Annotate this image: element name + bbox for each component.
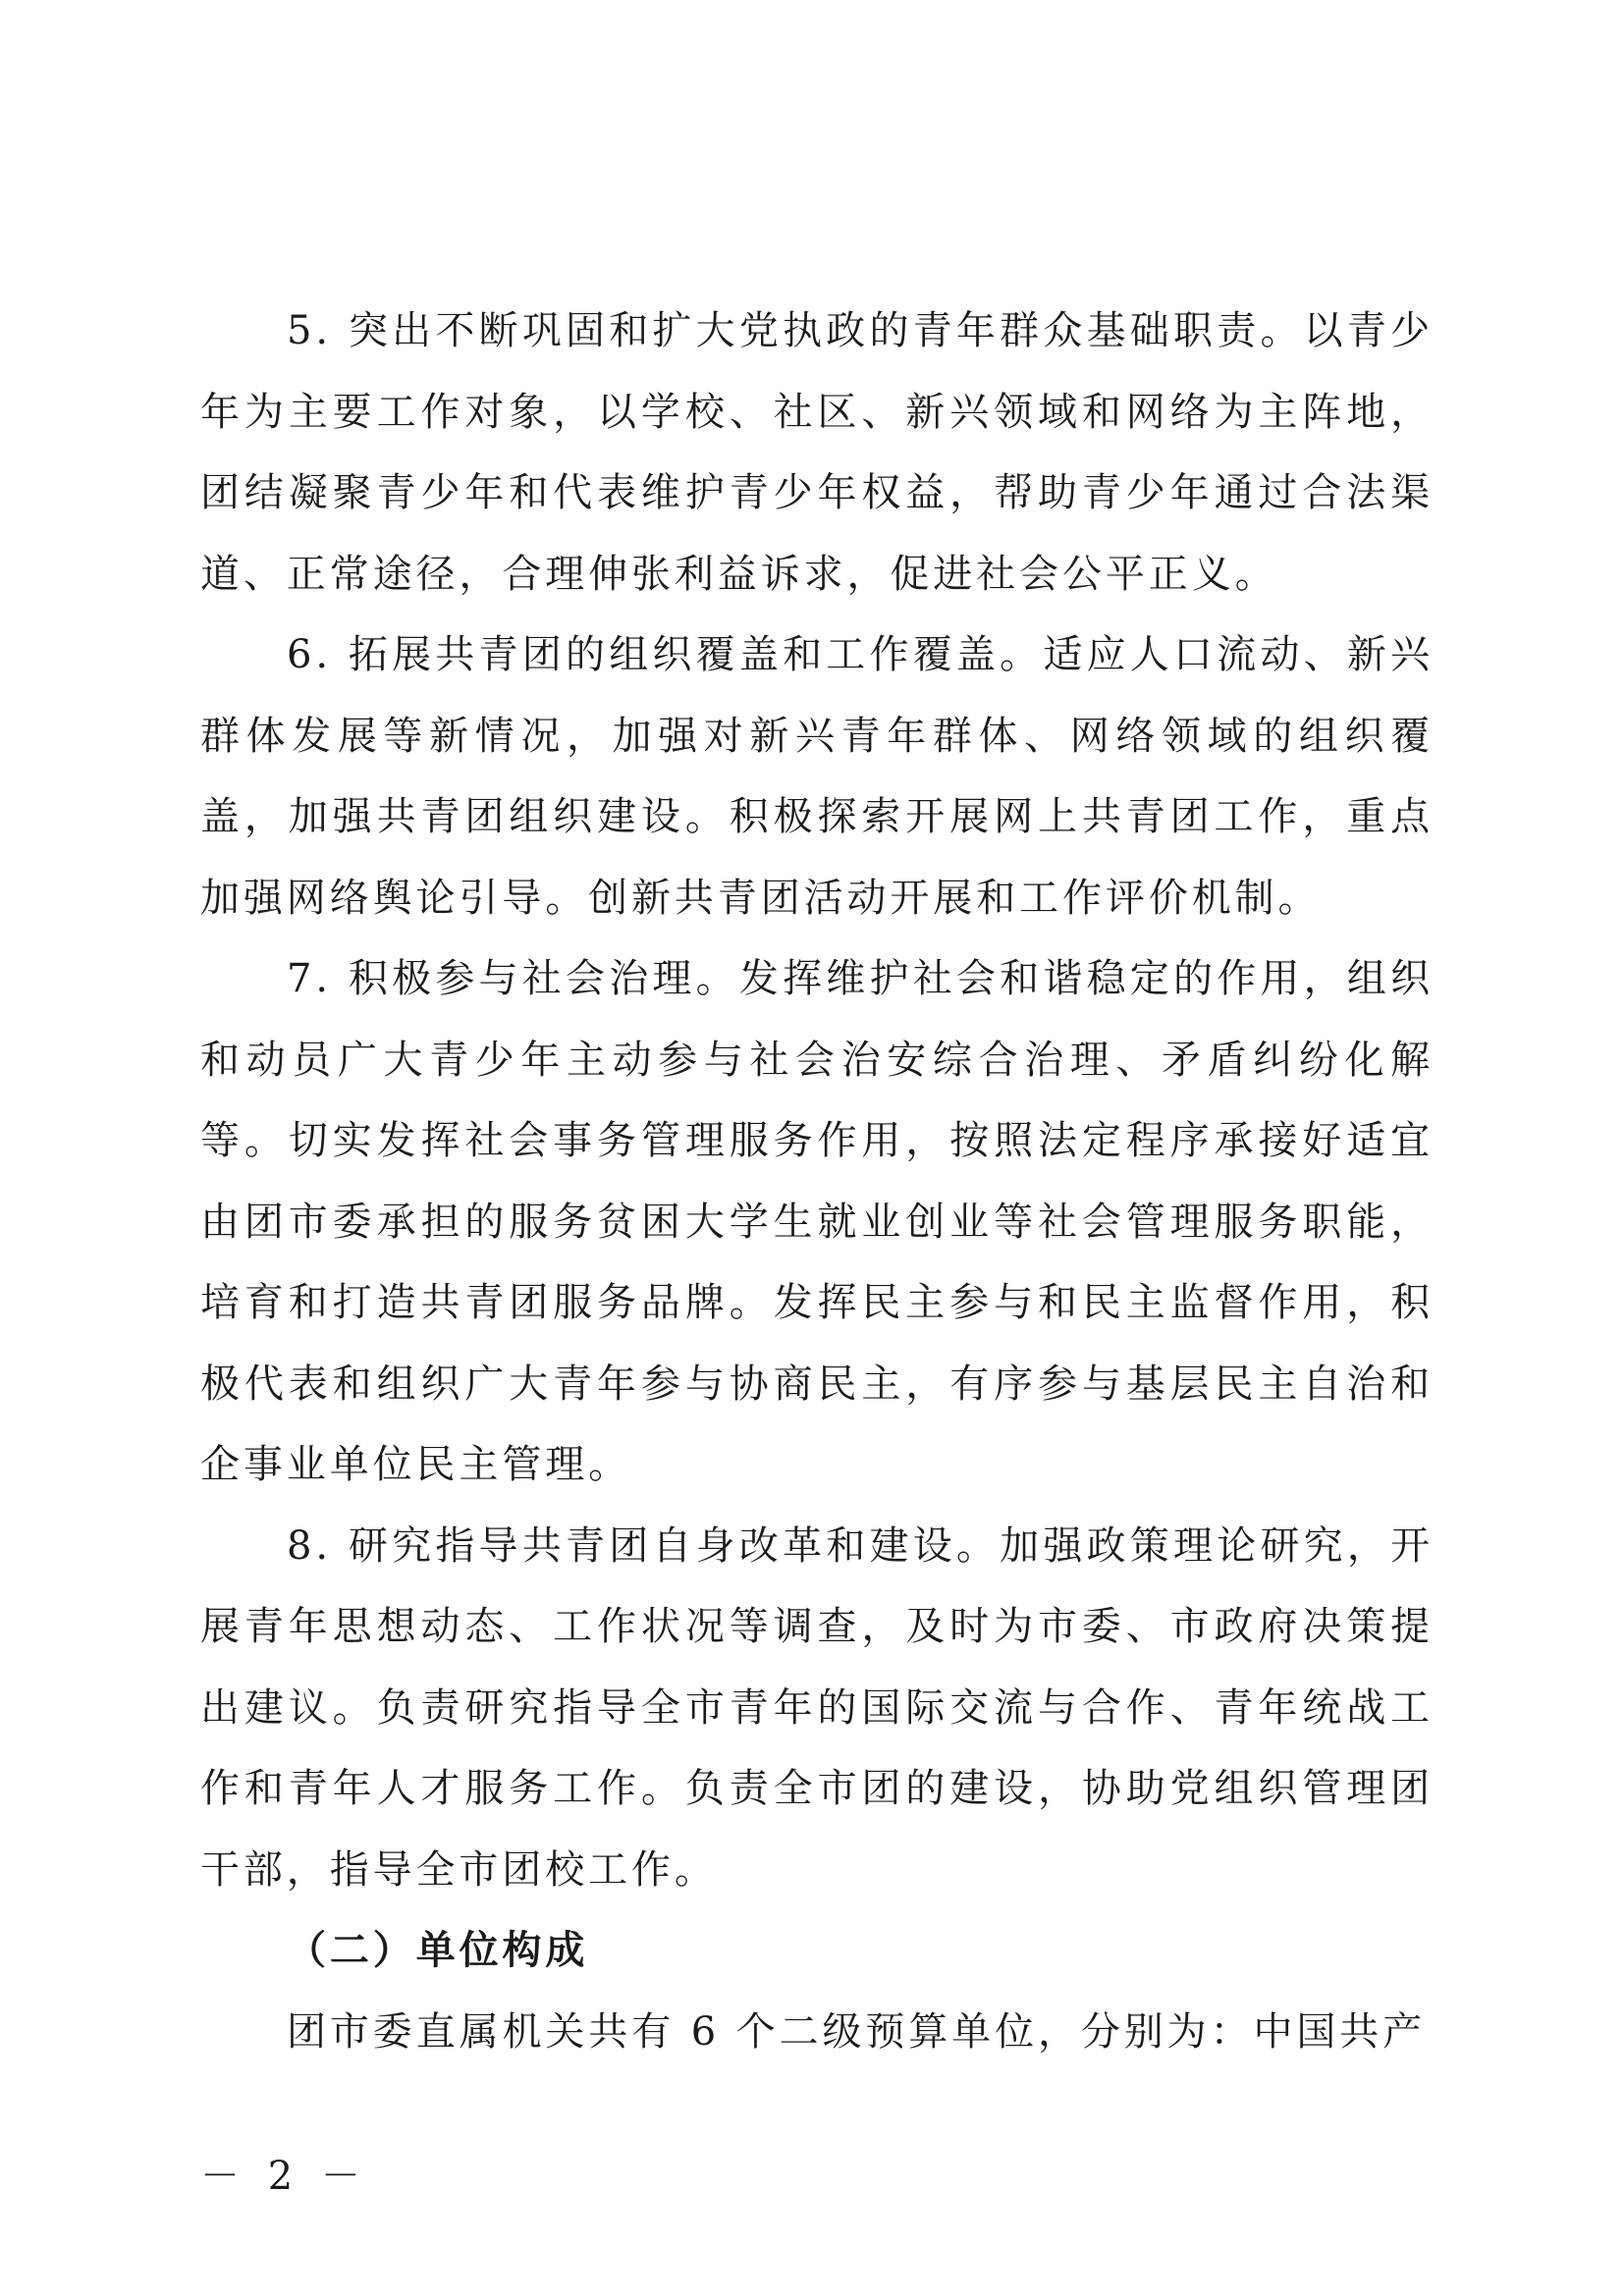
paragraph-duty-8: 8. 研究指导共青团自身改革和建设。加强政策理论研究，开展青年思想动态、工作状况等调查，及时为市委、市政府决策提出建议。负责研究指导全市青年的国际交流与合作、青年统战工作和青年人才服务工作。负责全市团的建设，协助党组织管理团干部，指导全市团校工作。 <box>200 1522 1434 1893</box>
paragraph-unit-composition: 团市委直属机关共有 6 个二级预算单位，分别为：中国共产 <box>287 2008 1427 2055</box>
paragraph-duty-5: 5. 突出不断巩固和扩大党执政的青年群众基础职责。以青少年为主要工作对象，以学校、社区、新兴领域和网络为主阵地，团结凝聚青少年和代表维护青少年权益，帮助青少年通过合法渠道、正常途径，合理伸张利益诉求，促进社会公平正义。 <box>200 308 1434 597</box>
section-heading: （二）单位构成 <box>287 1928 589 1973</box>
paragraph-duty-7: 7. 积极参与社会治理。发挥维护社会和谐稳定的作用，组织和动员广大青少年主动参与社会治安综合治理、矛盾纠纷化解等。切实发挥社会事务管理服务作用，按照法定程序承接好适宜由团市委承担的服务贫困大学生就业创业等社会管理服务职能，培育和打造共青团服务品牌。发挥民主参与和民主监督作用，积极代表和组织广大青年参与协商民主，有序参与基层民主自治和企事业单位民主管理。 <box>200 956 1434 1487</box>
page-number: － 2 － <box>200 2154 368 2199</box>
document-body <box>200 291 1434 2072</box>
paragraph-duty-6: 6. 拓展共青团的组织覆盖和工作覆盖。适应人口流动、新兴群体发展等新情况，加强对新兴青年群体、网络领域的组织覆盖，加强共青团组织建设。积极探索开展网上共青团工作，重点加强网络舆论引导。创新共青团活动开展和工作评价机制。 <box>200 632 1434 921</box>
